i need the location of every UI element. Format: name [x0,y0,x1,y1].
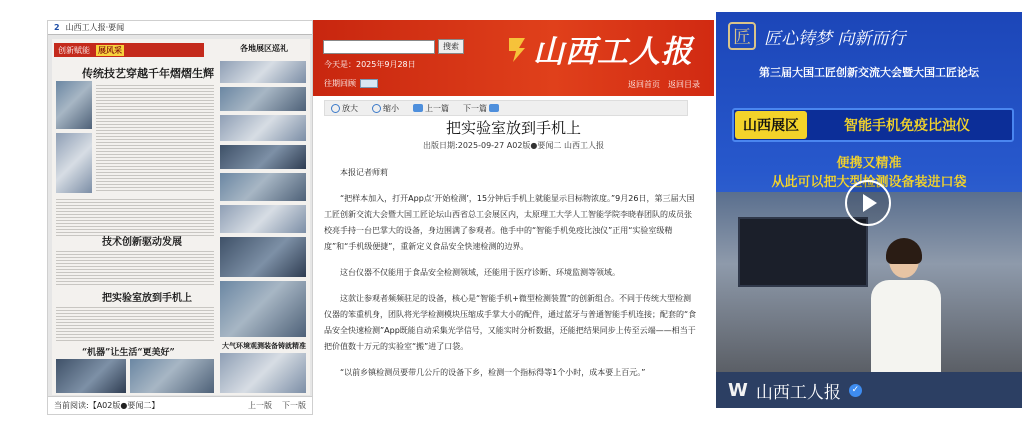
exhibit-screen [738,217,868,287]
article-meta: 出版日期:2025-09-27 A02版●要闻二 山西工人报 [423,141,604,150]
news-photo [220,145,306,169]
video-brand-bar [716,372,1022,408]
news-photo [220,281,306,337]
zoom-in-button[interactable] [331,103,358,114]
zoom-in-icon [331,104,340,113]
next-arrow-icon [489,104,499,112]
article-paragraph: 这台仪器不仅能用于食品安全检测领域，还能用于医疗诊断、环境监测等领域。 [340,268,620,277]
article-toolbar [324,100,688,116]
today-date: 今天是：2025年9月28日 [324,60,416,69]
prev-article-button[interactable] [413,103,449,114]
text-block [56,305,214,341]
search-input[interactable] [323,40,435,54]
prev-page-link[interactable]: 上一版 [248,401,272,410]
contents-link[interactable]: 返回目录 [668,80,700,89]
craftsman-badge-icon: 匠 [728,22,756,50]
brand-logo-icon: W [728,379,748,401]
zoom-in-label: 放大 [342,103,358,113]
presenter-body [871,280,941,372]
verified-icon: ✓ [849,384,862,397]
next-article-button[interactable] [463,103,499,114]
video-region-tag: 山西展区 [735,111,807,139]
text-block [56,249,214,287]
article-title: 把实验室放到手机上 [445,119,581,137]
search-button[interactable]: 搜索 [438,39,464,54]
page-header [48,21,312,35]
news-headline-3[interactable]: 把实验室放到手机上 [102,293,192,304]
text-block [96,83,214,193]
past-issues [324,78,378,89]
article-area [313,20,714,415]
video-caption-1: 便携又精准 [836,156,902,171]
zoom-out-icon [372,104,381,113]
news-photo [130,359,214,393]
newspaper-page-image[interactable] [52,39,310,395]
article-paragraph: “以前乡镇检测员要带几公斤的设备下乡，检测一个指标得等1个小时，成本要上百元。” [340,368,646,377]
news-photo [56,133,92,193]
next-page-link[interactable]: 下一版 [282,401,306,410]
news-photo [220,115,306,141]
news-photo [220,205,306,233]
presenter-hair [886,238,922,264]
text-block [56,197,214,237]
news-photo [220,353,306,393]
right-column-head: 各地展区巡礼 [240,44,288,53]
video-player[interactable] [716,12,1022,408]
video-device-title: 智能手机免疫比浊仪 [844,118,970,134]
site-logo [505,26,693,71]
video-subtitle: 第三届大国工匠创新交流大会暨大国工匠论坛 [759,66,979,79]
video-caption-2: 从此可以把大型检测设备装进口袋 [771,175,967,190]
zoom-out-button[interactable] [372,103,399,114]
logo-text: 山西工人报 [533,34,693,70]
page-number: 2 [54,23,60,32]
news-photo [220,173,306,201]
prev-arrow-icon [413,104,423,112]
current-reading: 当前阅读:【A02版●要闻二】 [54,401,160,410]
next-article-label: 下一篇 [463,103,487,113]
news-photo [220,61,306,83]
article-paragraph: “把样本加入，打开App点‘开始检测’，15分钟后手机上就能显示目标物浓度。”9月26日，第三届大国工匠创新交流大会暨大国工匠论坛山西省总工会展区内，太原理工大学人工智能学院李晓春团队的成员张校亮手持一台巴掌大的设备，身边围满了参观者。他手中的“智能手机免疫比浊仪”正用“实验室级精度”和“手机级便捷”，重新定义食品安全快速检测的边界。 [324,194,695,251]
news-photo [56,359,126,393]
brand-name: 山西工人报 [755,382,841,403]
article-paragraph: 本报记者师莉 [340,168,388,177]
video-top-title: 匠心铸梦 向新而行 [764,29,906,49]
newspaper-page-panel [47,20,313,415]
play-icon[interactable] [845,180,891,226]
news-headline-5[interactable]: 大气环境观测装备铸就精准 [222,341,306,350]
page-header-label: 山西工人报·要闻 [65,23,125,32]
past-issues-select[interactable] [360,79,378,88]
logo-mark-icon [505,34,529,64]
news-photo [56,81,92,129]
past-issues-label: 往期回顾 [324,79,356,88]
section-band [54,43,204,57]
banner-links [628,79,700,90]
zoom-out-label: 缩小 [383,103,399,113]
news-headline-4[interactable]: “机器”让生活“更美好” [82,348,175,358]
news-headline-2[interactable]: 技术创新驱动发展 [102,237,182,248]
page-footer [48,396,312,414]
news-photo [220,237,306,277]
site-banner [313,20,714,96]
article-paragraph: 这款让参观者频频驻足的设备，核心是“智能手机+微型检测装置”的创新组合。不同于传统大型检测仪器的笨重机身，团队将光学检测模块压缩成手掌大小的配件，通过蓝牙与普通智能手机连接；配套的“食品安全快速检测”App既能自动采集光学信号，又能实时分析数据，还能把结果同步上传至云端——相当于把价值数十万元的实验室“搬”进了口袋。 [324,294,697,351]
home-link[interactable]: 返回首页 [628,80,660,89]
section-tag: 展风采 [98,45,122,55]
news-photo [220,87,306,111]
prev-article-label: 上一篇 [425,103,449,113]
article-body [324,165,698,391]
presenter [871,242,941,372]
section-badge: 创新赋能 [58,45,90,55]
news-headline-1[interactable]: 传统技艺穿越千年熠熠生辉 [82,67,214,80]
